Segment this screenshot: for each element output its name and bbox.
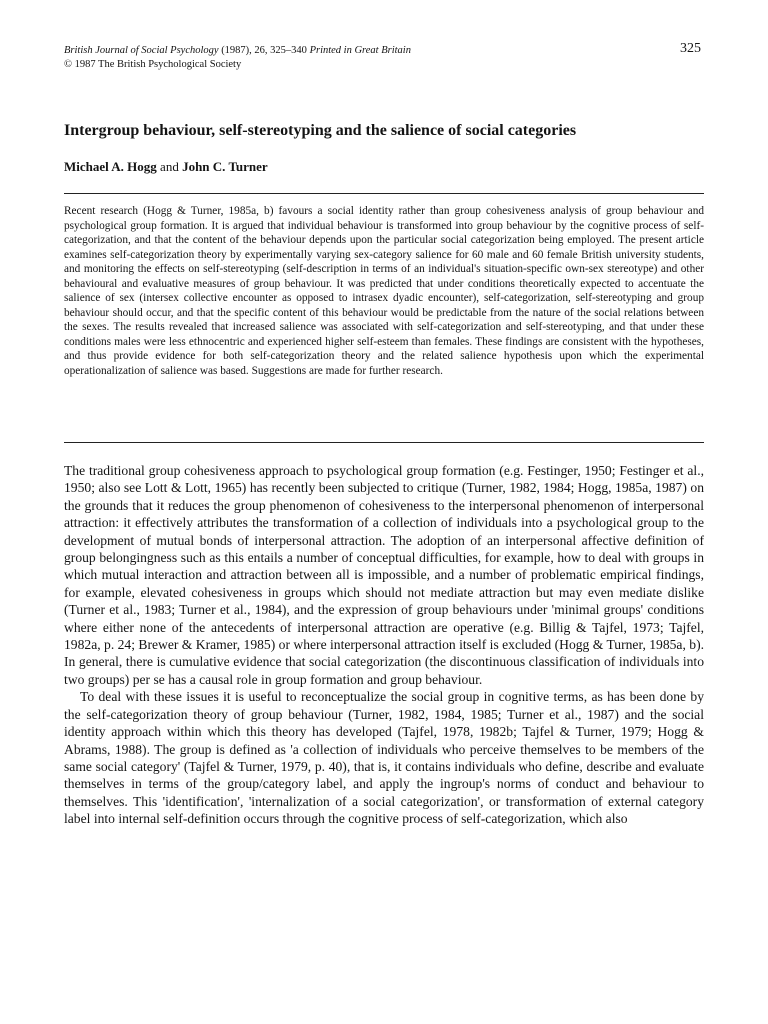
paragraph-1: The traditional group cohesiveness approach to psychological group formation (e.g. Festinger, 1950; Festinger et al., 1950; also see Lott & Lott, 1965) has recently been subjected to critique (Turner, 1982, 1984; Hogg, 1985a, 1987) on the grounds that it reduces the group phenomenon of cohesiveness to the interpersonal phenomenon of interpersonal attraction: it effectively attributes the transformation of a collection of individuals into a psychological group to the development of mutual bonds of interpersonal attraction. The adoption of an interpersonal affective definition of group belongingness such as this entails a number of conceptual difficulties, for example, how to deal with groups in which mutual interaction and attraction between all is impossible, and a number of problematic empirical findings, for example, elevated cohesiveness in groups which should not mediate attraction but may even mediate dislike (Turner et al., 1983; Turner et al., 1984), and the expression of group behaviours under 'minimal groups' conditions where either none of the antecedents of interpersonal attraction are operative (e.g. Billig & Tajfel, 1973; Tajfel, 1982a, p. 24; Brewer & Kramer, 1985) or where interpersonal attraction itself is excluded (Hogg & Turner, 1985a, b). In general, there is cumulative evidence that social categorization (the discontinuous classification of individuals into two groups) per se has a causal role in group formation and group behaviour. (64, 463, 704, 687)
abstract-top-rule (64, 193, 704, 194)
journal-name: British Journal of Social Psychology (64, 45, 219, 56)
paragraph-2: To deal with these issues it is useful to reconceptualize the social group in cognitive terms, as has been done by the self-categorization theory of group behaviour (Turner, 1982, 1984, 1985; Turner et al., 1987) and the social identity approach within which this theory has developed (Tajfel, 1978, 1982b; Tajfel & Turner, 1979; Hogg & Abrams, 1988). The group is defined as 'a collection of individuals who perceive themselves to be members of the same social category' (Tajfel & Turner, 1979, p. 40), that is, it contains individuals who define, describe and evaluate themselves in terms of the group/category label, and apply the ingroup's norms of conduct and behaviour to themselves. This 'identification', 'internalization of a social categorization', or transformation of external category label into internal self-definition occurs through the cognitive process of self-categorization, which also (64, 689, 704, 827)
printed-location: Printed in Great Britain (309, 45, 411, 56)
abstract: Recent research (Hogg & Turner, 1985a, b) favours a social identity rather than group cohesiveness analysis of group behaviour and psychological group formation. It is argued that individual behaviour is transformed into group behaviour by the cognitive process of self-categorization, and that the content of the behaviour depends upon the particular social categorization being employed. The present article examines self-categorization theory by experimentally varying sex-category salience for 60 male and 60 female British university students, and monitoring the effects on self-stereotyping (self-description in terms of an individual's situation-specific own-sex stereotype) and other behavioural and evaluative measures of group behaviour. It was predicted that under conditions theoretically expected to accentuate the salience of sex (intersex collective encounter as opposed to intrasex dyadic encounter), self-categorization, self-stereotyping and group behaviour should occur, and that the specific content of this behaviour would be predictable from the nature of the social relations between the sexes. The results revealed that increased salience was associated with self-categorization and self-stereotyping, and that under these conditions males were less ethnocentric and experienced higher self-esteem than females. These findings are consistent with the hypotheses, and thus provide evidence for both self-categorization theory and the related salience hypothesis upon which the experimental operationalization of salience was based. Suggestions are made for further research. (64, 205, 704, 377)
page-number: 325 (680, 41, 701, 56)
authors-conjunction: and (160, 159, 179, 174)
body-text (64, 462, 704, 828)
author-1: Michael A. Hogg (64, 159, 157, 174)
abstract-bottom-rule (64, 442, 704, 443)
copyright-line: © 1987 The British Psychological Society (64, 59, 242, 70)
article-title: Intergroup behaviour, self-stereotyping and the salience of social categories (64, 122, 577, 139)
journal-citation (64, 44, 411, 58)
author-2: John C. Turner (182, 159, 268, 174)
citation-details: (1987), 26, 325–340 (218, 45, 310, 56)
authors (64, 158, 268, 175)
running-header (64, 44, 411, 72)
